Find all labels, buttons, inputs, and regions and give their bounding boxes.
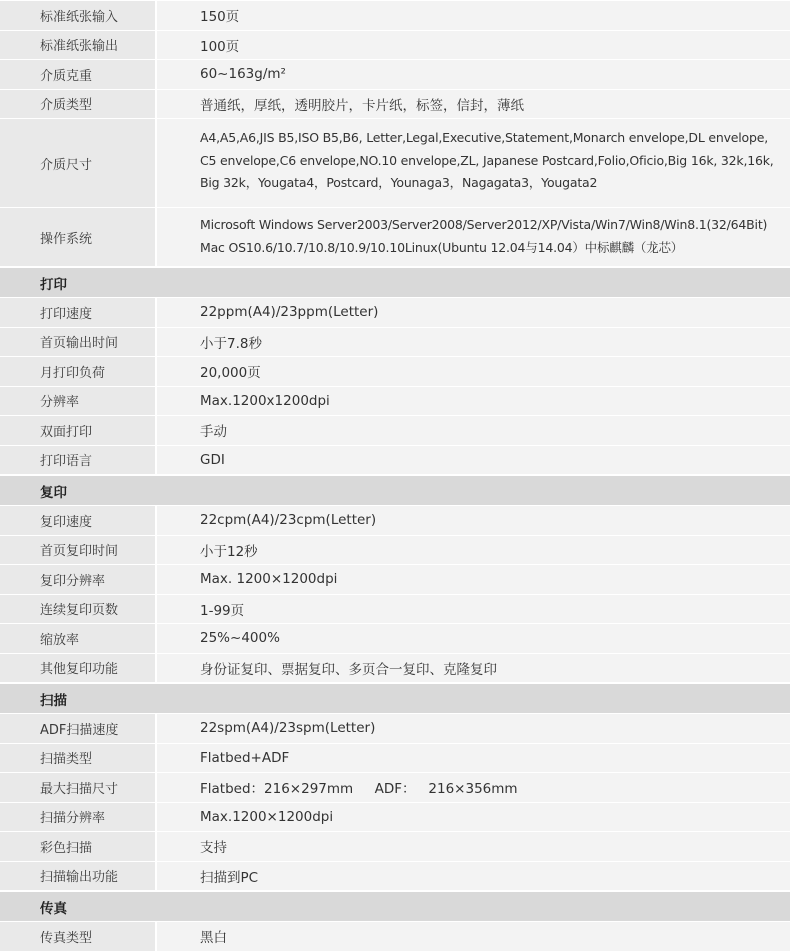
spec-row-os	[0, 207, 790, 266]
spec-label: 复印速度	[0, 506, 155, 535]
spec-value: Flatbed：216×297mm ADF： 216×356mm	[157, 773, 790, 802]
spec-value-line: Microsoft Windows Server2003/Server2008/Server2012/XP/Vista/Win7/Win8/Win8.1(32/64Bit)	[200, 217, 768, 232]
spec-value: 150页	[157, 1, 790, 30]
spec-row	[0, 653, 790, 683]
spec-row	[0, 594, 790, 624]
spec-row	[0, 356, 790, 386]
spec-row	[0, 386, 790, 416]
spec-label: 分辨率	[0, 387, 155, 416]
spec-value-line: A4,A5,A6,JIS B5,ISO B5,B6, Letter,Legal,Executive,Statement,Monarch envelope,DL envelope,	[200, 130, 768, 145]
spec-row	[0, 921, 790, 951]
spec-row-paper-input	[0, 0, 790, 30]
spec-label: 连续复印页数	[0, 595, 155, 624]
spec-row-media-weight	[0, 59, 790, 89]
spec-value: 小于7.8秒	[157, 328, 790, 357]
spec-label: 介质尺寸	[0, 119, 155, 207]
spec-label: 最大扫描尺寸	[0, 773, 155, 802]
spec-row-media-type	[0, 89, 790, 119]
spec-row	[0, 415, 790, 445]
spec-row-media-size	[0, 118, 790, 207]
spec-value: 25%~400%	[157, 624, 790, 653]
spec-label: 彩色扫描	[0, 832, 155, 861]
spec-value: 普通纸，厚纸，透明胶片，卡片纸，标签，信封，薄纸	[157, 90, 790, 119]
spec-label: 首页输出时间	[0, 328, 155, 357]
spec-value: 20,000页	[157, 357, 790, 386]
spec-label: 首页复印时间	[0, 536, 155, 565]
spec-row	[0, 623, 790, 653]
spec-row	[0, 535, 790, 565]
spec-row	[0, 743, 790, 773]
spec-row	[0, 297, 790, 327]
spec-label: 打印语言	[0, 446, 155, 475]
spec-label: 缩放率	[0, 624, 155, 653]
spec-label: 复印分辨率	[0, 565, 155, 594]
spec-row	[0, 445, 790, 475]
spec-value: Flatbed+ADF	[157, 744, 790, 773]
spec-value: 22spm(A4)/23spm(Letter)	[157, 714, 790, 743]
spec-label: 打印速度	[0, 298, 155, 327]
spec-value: Max.1200×1200dpi	[157, 803, 790, 832]
spec-value: GDI	[157, 446, 790, 475]
spec-label: 扫描分辨率	[0, 803, 155, 832]
spec-value: Max. 1200×1200dpi	[157, 565, 790, 594]
spec-row-paper-output	[0, 30, 790, 60]
spec-label: 扫描类型	[0, 744, 155, 773]
spec-value: 22cpm(A4)/23cpm(Letter)	[157, 506, 790, 535]
spec-label: ADF扫描速度	[0, 714, 155, 743]
section-header-fax: 传真	[0, 890, 790, 921]
spec-row	[0, 861, 790, 891]
spec-label: 标准纸张输出	[0, 31, 155, 60]
spec-value: 黑白	[157, 922, 790, 951]
spec-label: 传真类型	[0, 922, 155, 951]
spec-label: 双面打印	[0, 416, 155, 445]
spec-row	[0, 772, 790, 802]
spec-value: 1-99页	[157, 595, 790, 624]
spec-row	[0, 831, 790, 861]
spec-label: 扫描输出功能	[0, 862, 155, 891]
spec-value: 小于12秒	[157, 536, 790, 565]
spec-value: Max.1200x1200dpi	[157, 387, 790, 416]
section-header-scan: 扫描	[0, 682, 790, 713]
spec-value-line: C5 envelope,C6 envelope,NO.10 envelope,ZL, Japanese Postcard,Folio,Oficio,Big 16k, 32k,16k,	[200, 152, 774, 168]
section-header-print: 打印	[0, 266, 790, 297]
section-header-copy: 复印	[0, 474, 790, 505]
spec-label: 其他复印功能	[0, 654, 155, 683]
spec-value: 手动	[157, 416, 790, 445]
spec-value: 60~163g/m²	[157, 60, 790, 89]
spec-value: 扫描到PC	[157, 862, 790, 891]
spec-label: 月打印负荷	[0, 357, 155, 386]
spec-value: 支持	[157, 832, 790, 861]
spec-label: 介质克重	[0, 60, 155, 89]
spec-value-line: Mac OS10.6/10.7/10.8/10.9/10.10Linux(Ubuntu 12.04与14.04）中标麒麟（龙芯）	[200, 239, 684, 255]
spec-value-multiline	[157, 208, 790, 266]
spec-label: 介质类型	[0, 90, 155, 119]
spec-value: 100页	[157, 31, 790, 60]
spec-value: 22ppm(A4)/23ppm(Letter)	[157, 298, 790, 327]
spec-value-multiline	[157, 119, 790, 207]
spec-row	[0, 505, 790, 535]
spec-label: 标准纸张输入	[0, 1, 155, 30]
spec-label: 操作系统	[0, 208, 155, 266]
spec-row	[0, 802, 790, 832]
spec-row	[0, 713, 790, 743]
spec-value-line: Big 32k，Yougata4，Postcard，Younaga3，Nagagata3，Yougata2	[200, 175, 598, 190]
spec-row	[0, 564, 790, 594]
spec-value: 身份证复印、票据复印、多页合一复印、克隆复印	[157, 654, 790, 683]
spec-row	[0, 327, 790, 357]
